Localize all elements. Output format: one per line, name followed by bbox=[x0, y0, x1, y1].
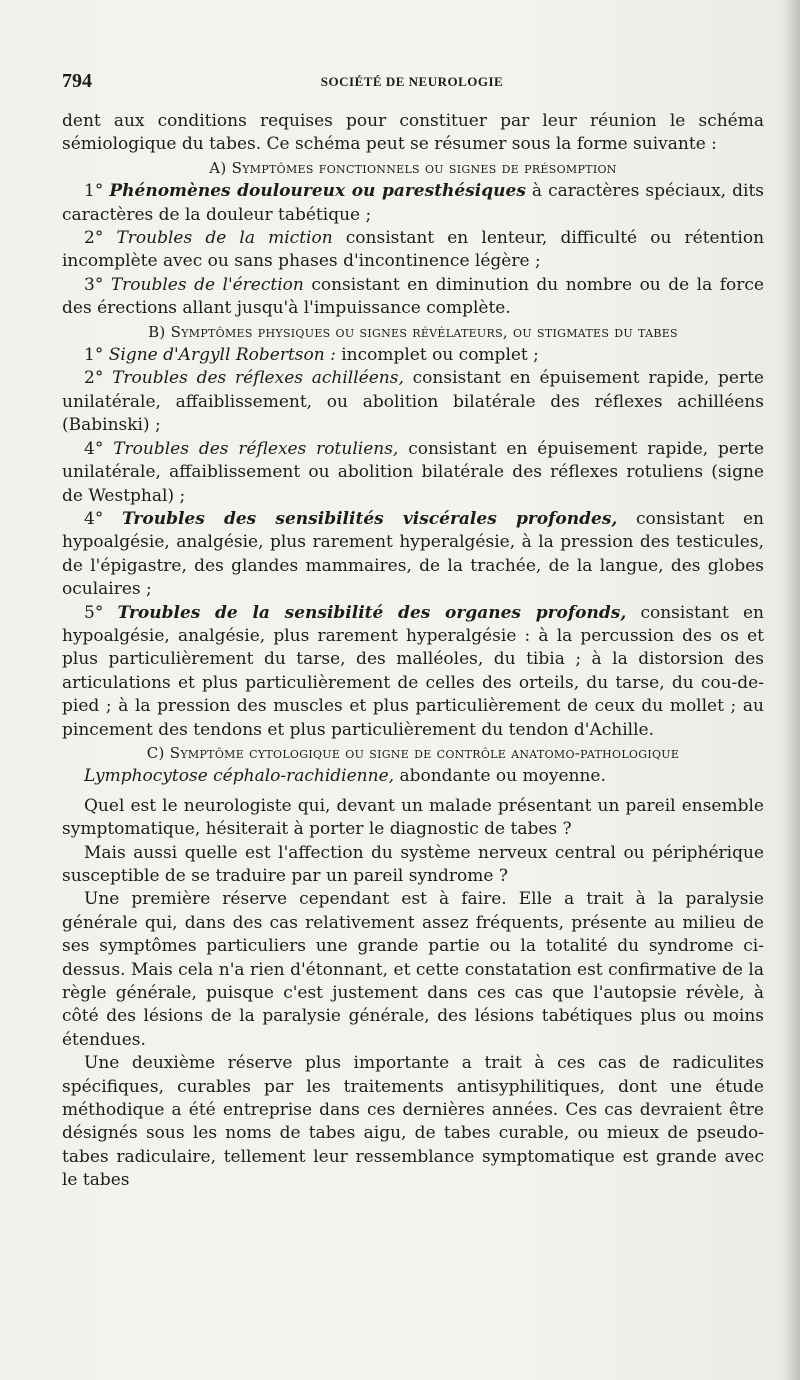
list-item bbox=[62, 344, 764, 367]
paragraph: Quel est le neurologiste qui, devant un malade présentant un pareil ensemble symptomatique, hésiterait à porter le diagnostic de tabes ? bbox=[62, 795, 764, 840]
item-number: 4° bbox=[84, 508, 104, 529]
paragraph: Une deuxième réserve plus importante a trait à ces cas de radiculites spécifiques, curables par les traitements antisyphilitiques, dont une étude méthodique a été entreprise dans ces dernières années. Ces cas devraient être désignés sous les noms de tabes aigu, de tabes curable, ou mieux de pseudo-tabes radiculaire, tellement leur ressemblance symptomatique est grande avec le tabes bbox=[62, 1053, 764, 1191]
item-text: abondante ou moyenne. bbox=[394, 766, 606, 787]
list-item bbox=[62, 765, 764, 788]
list-item bbox=[62, 227, 764, 274]
item-label: Troubles de la sensibilité des organes profonds, bbox=[117, 602, 627, 623]
item-number: 1° bbox=[84, 345, 104, 366]
item-text: consistant en hypoalgésie, analgésie, plus rarement hyperalgésie, à la pression des testicules, de l'épigastre, des glandes mammaires, de la trachée, de la langue, des globes oculaires ; bbox=[62, 508, 764, 600]
intro-paragraph: dent aux conditions requises pour constituer par leur réunion le schéma sémiologique du tabes. Ce schéma peut se résumer sous la forme suivante : bbox=[62, 111, 764, 155]
item-label: Troubles des réflexes achilléens, bbox=[112, 368, 404, 389]
running-head: SOCIÉTÉ DE NEUROLOGIE bbox=[320, 74, 504, 89]
item-text: à caractères spéciaux, dits caractères de la douleur tabétique ; bbox=[62, 181, 764, 225]
paragraph: Mais aussi quelle est l'affection du système nerveux central ou périphérique susceptible de se traduire par un pareil syndrome ? bbox=[62, 842, 764, 886]
item-number: 4° bbox=[84, 438, 104, 459]
item-label: Signe d'Argyll Robertson : bbox=[108, 345, 336, 366]
section-a-heading: A) Symptômes fonctionnels ou signes de présomption bbox=[209, 158, 617, 177]
list-item bbox=[62, 602, 764, 742]
item-number: 2° bbox=[84, 228, 104, 249]
list-item bbox=[62, 274, 764, 321]
page-header bbox=[62, 70, 762, 96]
item-label: Troubles de la miction bbox=[116, 228, 333, 249]
item-label: Troubles de l'érection bbox=[110, 274, 304, 295]
page-edge-shadow bbox=[786, 0, 800, 1380]
paragraph: Une première réserve cependant est à faire. Elle a trait à la paralysie générale qui, dans des cas relativement assez fréquents, présente au milieu de ses symptômes particuliers une grande partie ou la totalité du syndrome ci-dessus. Mais cela n'a rien d'étonnant, et cette constatation est confirmative de la règle générale, puisque c'est justement dans ces cas que l'autopsie révèle, à côté des lésions de la paralysie générale, des lésions tabétiques plus ou moins étendues. bbox=[62, 889, 764, 1050]
item-text: consistant en épuisement rapide, perte unilatérale, affaiblissement, ou abolition bilatérale des réflexes achilléens (Babinski) ; bbox=[62, 368, 764, 436]
section-c-heading: C) Symptôme cytologique ou signe de contrôle anatomo-pathologique bbox=[146, 743, 680, 762]
section-b-heading: B) Symptômes physiques ou signes révélateurs, ou stigmates du tabes bbox=[148, 322, 678, 341]
list-item bbox=[62, 508, 764, 602]
item-number: 1° bbox=[84, 181, 104, 202]
item-number: 2° bbox=[84, 368, 104, 389]
item-number: 3° bbox=[84, 274, 104, 295]
list-item bbox=[62, 180, 764, 227]
item-number: 5° bbox=[84, 602, 104, 623]
list-item bbox=[62, 367, 764, 437]
item-text: consistant en hypoalgésie, analgésie, plus rarement hyperalgésie : à la percussion des os et plus particulièrement du tarse, des malléoles, du tibia ; à la distorsion des articulations et plus particulièrement de celles des orteils, du tarse, du cou-de-pied ; à la pression des muscles et plus particulièrement de ceux du mollet ; au pincement des tendons et plus particulièrement du tendon d'Achille. bbox=[62, 602, 765, 740]
item-text: incomplet ou complet ; bbox=[335, 345, 539, 366]
item-label: Troubles des sensibilités viscérales profondes, bbox=[122, 508, 618, 529]
list-item bbox=[62, 438, 764, 508]
item-text: consistant en lenteur, difficulté ou rétention incomplète avec ou sans phases d'incontinence légère ; bbox=[62, 228, 765, 272]
item-text: consistant en diminution du nombre ou de la force des érections allant jusqu'à l'impuissance complète. bbox=[62, 274, 764, 319]
item-label: Lymphocytose céphalo-rachidienne, bbox=[84, 766, 395, 787]
item-label: Troubles des réflexes rotuliens, bbox=[113, 438, 399, 459]
item-text: consistant en épuisement rapide, perte unilatérale, affaiblissement ou abolition bilatérale des réflexes rotuliens (signe de Westphal) ; bbox=[62, 438, 764, 506]
body-text bbox=[62, 110, 764, 1193]
page-number: 794 bbox=[62, 70, 92, 92]
item-label: Phénomènes douloureux ou paresthésiques bbox=[109, 181, 526, 202]
